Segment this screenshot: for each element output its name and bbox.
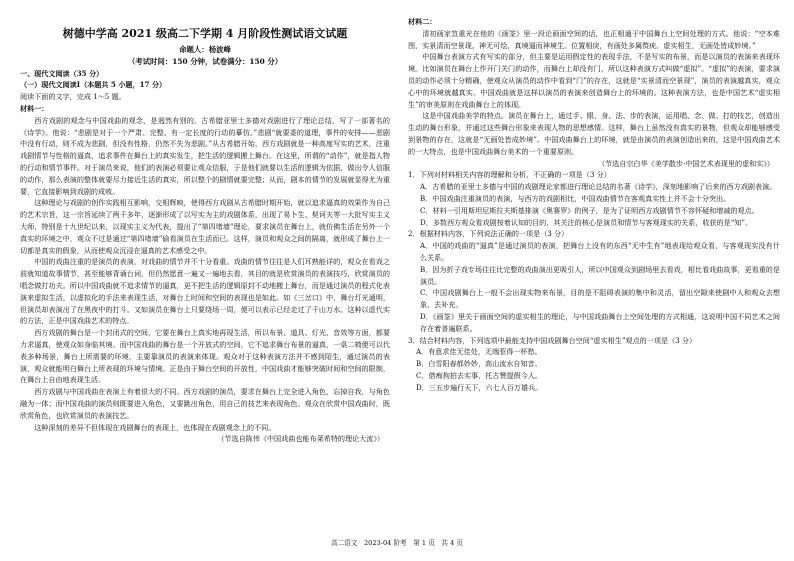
material2-paragraph: 这是中国戏曲美学的特点。演员在舞台上，通过手、眼、身、法、步的表演，运用唱、念、做、打的技艺，创造出生动的舞台形象，并通过这些舞台形象来表现人物的思想感情。这样，舞台上虽然没有真实的景物，但观众却能够感受到景物的存在，这就是“无画处皆成妙境”。中国戏曲舞台上的环境，就是由演员的表演创造出来的，这是中国戏曲艺术的一大特点，也是中国戏曲舞台美术的一个重要原则。 bbox=[408, 111, 780, 156]
part-heading: （一）现代文阅读Ⅰ（本题共 5 小题，17 分） bbox=[20, 80, 167, 90]
material2-paragraph: 中国舞台表演方式有写实的部分，但主要是运用假定性的表现手法，不是写实的布景，而是以演员的表演来表现环境。比如演员在舞台上作开门关门的动作，而舞台上却没有门，所以这种表演方式叫做“虚拟”。“虚拟”的表演，要求演员的动作必须十分精确，使观众从演员的动作中看到“门”的存在，这就是“实景清而空景现”，演员的表演越真实，观众心中的环境就越真实。中国戏曲就是这样以演员的表演来创造舞台上的环境的。这种表演方法，也是中国艺术“虚实相生”的审美原则在戏曲舞台上的体现。 bbox=[408, 52, 780, 109]
material1-source: （节选自陈伟《中国戏曲也能布莱希特的理论大流》） bbox=[217, 434, 384, 444]
material1-paragraph: 中国的戏曲注重的是演员的表演，对戏曲的情节并不十分看重。戏曲的情节往往是人们耳熟能详的，观众在看戏之前就知道故事情节，甚至能够背诵台词，但仍然愿意一遍又一遍地去看，其目的就是欣赏演员的表演技巧，欣赏演员的唱念做打功夫。所以中国戏曲就不追求情节的逼真，更不把生活的逻辑原封不动地搬上舞台，而是通过演员的程式化表演来虚拟生活，以虚拟化的手法来表现生活，对舞台上时间和空间的表现也是如此。如《三岔口》中，舞台灯光通明，但演员却表演出了在黑夜中的打斗。又如演员在舞台上只要绕场一周，便可以表示已经走过了千山万水。这种以虚代实的方法，正是中国戏曲艺术的特点。 bbox=[20, 257, 390, 326]
question-stem: 1．下列对材料相关内容的理解和分析，不正确的一项是（3 分） bbox=[408, 170, 611, 180]
page-title: 树德中学高 2021 级高二下学期 4 月阶段性测试语文试题 bbox=[62, 27, 348, 40]
answer-option: D．《画筌》里关于画面空间的虚实相生的理论，与中国戏曲舞台上空间处理的方式相通，这说明中国不同艺术之间存在着普遍联系。 bbox=[420, 311, 780, 333]
answer-option: B．中国戏曲注重演员的表演，与西方的戏剧相比，中国戏曲情节在客观真实性上并不会十分突出。 bbox=[420, 193, 731, 203]
instruction: 阅读下面的文字，完成 1～5 题。 bbox=[20, 92, 126, 102]
question-stem: 3．结合材料内容，下列选项中最能支持中国戏剧舞台空间“虚实相生”观点的一项是（3 分） bbox=[408, 335, 697, 345]
section-heading: 一、现代文阅读（35 分） bbox=[20, 68, 104, 78]
left-column bbox=[20, 26, 390, 445]
material2-paragraph: 清初画家笪重光在他的《画筌》里一段论画面空间的话，也正相通于中国舞台上空间处理的方式。他说：“空本难图，实景清而空景现。神无可绘，真境逼而神境生。位置相戾，有画处多属赘疣。虚实相生，无画处皆成妙境。” bbox=[408, 28, 780, 50]
answer-option: B．因为折子戏专场往往比完整的戏曲演出更吸引人，所以中国观众到剧场里去看戏，相比看戏曲故事，更看重的是演员。 bbox=[420, 264, 780, 286]
answer-option: A．有意求佳无佳处，无端惹得一杯愁。 bbox=[416, 347, 542, 357]
question-stem: 2．根据材料内容，下列说法正确的一项是（3 分） bbox=[408, 229, 569, 239]
author-line: 命题人：杨波峰 bbox=[179, 45, 231, 54]
material2-label: 材料二： bbox=[408, 17, 437, 26]
answer-option: B．白雪阳春都妙妙，高山流水自知音。 bbox=[416, 359, 542, 369]
answer-option: A．古希腊的亚里士多德与中国的戏剧理论家都进行理论总结的名著《诗学》，深刻地影响了后来的西方戏剧表演。 bbox=[420, 182, 777, 192]
material1-paragraph: 西方戏剧与中国戏曲在表演上有着很大的不同。西方戏剧的演员，要求在舞台上完全进入角色，忘掉自我，与角色融为一体；而中国戏曲的演员则既要进入角色，又要跳出角色，用自己的技艺来表现角色。观众在欣赏中国戏曲时，既欣赏角色，也欣赏演员的表演技艺。 bbox=[20, 387, 390, 420]
answer-option: C．材料一引用斯坦尼斯拉夫斯基排演《奥赛罗》的例子，是为了证明西方戏剧情节不容怀疑和增减的观点。 bbox=[420, 205, 759, 215]
material2-source: （节选自宗白华《美学散步·中国艺术表现里的虚和实》） bbox=[597, 158, 774, 168]
answer-option: C．中国戏剧舞台上一般不会出现实物来布景，目的是不阻碍表演的集中和灵活，留出空隙来使剧中人和观众去想象、去补充。 bbox=[420, 288, 780, 310]
answer-option: C．借痴拘拍去实事，托古赞提假今人。 bbox=[416, 370, 543, 380]
material1-paragraph: 这种理论与戏剧的创作实践相互影响，交相辉映，使得西方戏剧从古希腊时期开始，就以追求逼真的效果作为自己的艺术宗旨，这一宗旨延续了两千多年，逐渐形成了以写实为主的戏剧体系，出现了易卜生、契诃夫等一大批写实主义大师，特别是十九世纪以来，以现实主义为代表，提出了“第四堵墙”理论，要求演员在舞台上，就仿佛生活在另外一个真实的环境之中，观众不过是通过“第四堵墙”偷看演员在生活而已。这样，演员和观众之间的隔离，就形成了舞台上一切都是真实的假象，从而使观众沉浸在逼真的艺术感受之中。 bbox=[20, 198, 390, 255]
page-footer: 高二语文 2023-04 阶考 第 1 页 共 4 页 bbox=[331, 539, 463, 547]
material1-label: 材料一： bbox=[20, 103, 49, 113]
material1-paragraph: 西方戏剧的观念与中国戏曲的观念，是迥然有别的。古希腊亚里士多德对戏剧进行了理论总结，写了一部著名的《诗学》。他说：“悲剧是对于一个严肃、完整、有一定长度的行动的摹仿。”悲剧“就要委的道理，事件的安排——悲剧中没有行动，则不成为悲剧，但没有性格，仍然不失为悲剧。”从古希腊开始，西方戏剧就是一种高度写实的艺术，注重戏剧情节与性格的逼真，追求事件在舞台上的真实发生，把生活的逻辑搬上舞台。在这里，所谓的“动作”，就是指人物的行动和情节事件。对于演员来说，他们的表演必须要让观众信服，于是他们就要以生活的逻辑为依据，做出令人信服的动作，那么表演的整体就要尽力接近生活的真实，所以整个的剧情就要完整；从而，剧本的情节的发展就显得尤为重要，它直接影响到戏剧的成败。 bbox=[20, 115, 390, 196]
right-column bbox=[408, 16, 780, 394]
material1-paragraph: 这种深刻的差异不但体现在戏剧舞台的表现上，也体现在戏剧观念上的不同。 bbox=[34, 422, 276, 432]
answer-option: D．多数西方观众看戏剧按着认知的目的，其关注的核心是演员和情节与客观现实的关系，收获的是“知”。 bbox=[420, 217, 753, 227]
exam-info: （考试时间：150 分钟，试卷满分：150 分） bbox=[127, 56, 283, 66]
answer-option: D．三五步遍行天下，六七人百万雄兵。 bbox=[416, 382, 543, 392]
answer-option: A．中国的戏曲的“逼真”是通过演员的表演，把舞台上没有的东西“无中生有”地表现给观众看，与客观现实没有什么关系。 bbox=[420, 241, 780, 262]
material1-paragraph: 西方戏剧的舞台是一个封闭式的空间，它要在舞台上真实地再现生活，所以布景、道具、灯光、音效等方面，都要力求逼真，使观众如身临其境。而中国戏曲的舞台是一个开放式的空间，它不追求舞台布景的逼真，一桌二椅便可以代表多种场景，舞台上所需要的环境，主要靠演员的表演来体现。观众对于这种表演方法并不感到陌生，通过演员的表演，观众就能明白舞台上所表现的环境与情境。正是由于舞台空间的开放性，中国戏曲才能够突破时间和空间的限制，在舞台上自由地表现生活。 bbox=[20, 328, 390, 385]
